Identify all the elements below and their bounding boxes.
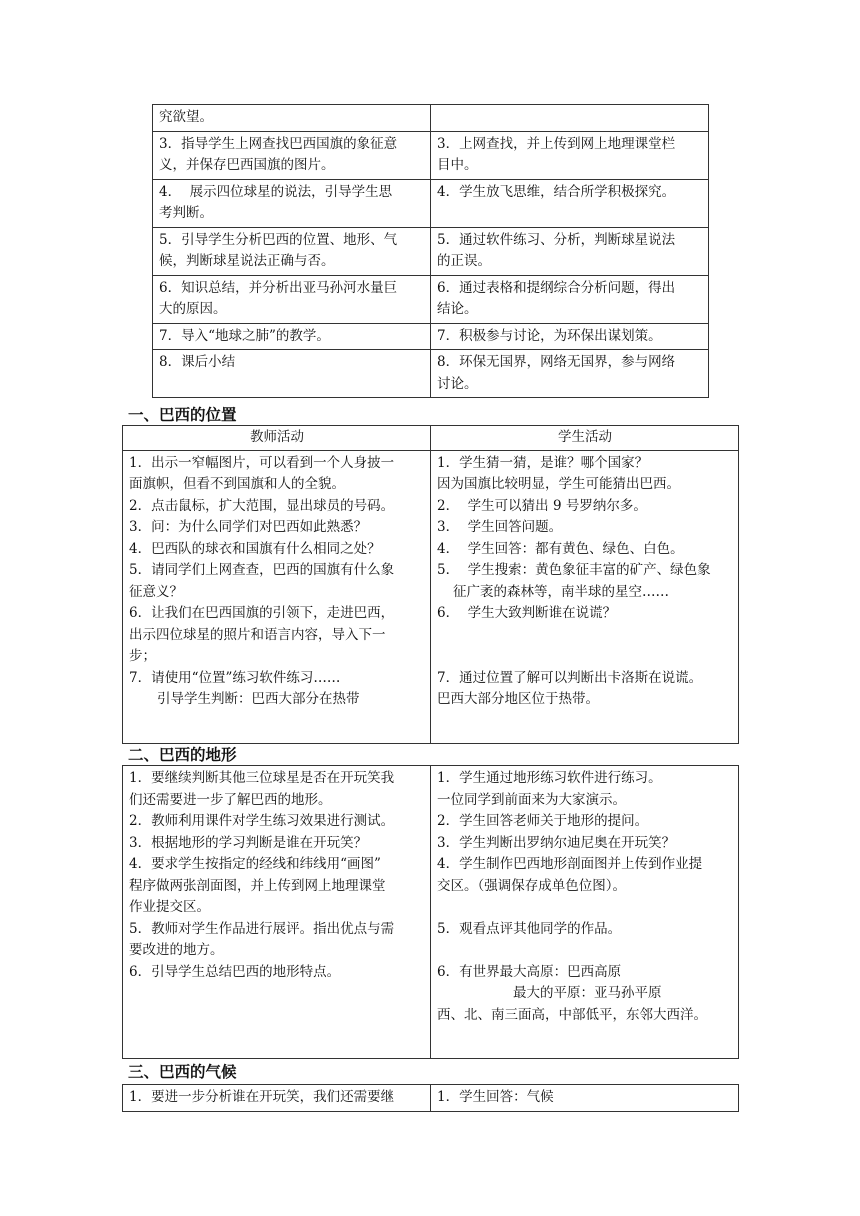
section-heading-terrain: 二、巴西的地形 [128, 746, 237, 764]
teacher-activity-cell: 7．导入“地球之肺”的教学。 [153, 323, 431, 350]
table-row [153, 227, 709, 275]
teacher-activity-cell: 1．出示一窄幅图片，可以看到一个人身披一 面旗帜，但看不到国旗和人的全貌。 2．点击鼠标，扩大范围，显出球员的号码。 3．问：为什么同学们对巴西如此熟悉？ 4．巴西队的球衣和国旗有什么相同之处？ 5．请同学们上网查查，巴西的国旗有什么象 征意义？ 6．让我们在巴西国旗的引领下，走进巴西， 出示四位球星的照片和语言内容，导入下一 步； 7．请使用“位置”练习软件练习…… 引导学生判断：巴西大部分在热带 [123, 450, 431, 743]
table-row [153, 275, 709, 323]
table-row [153, 323, 709, 350]
student-activity-cell: 6．通过表格和提纲综合分析问题，得出 结论。 [431, 275, 709, 323]
table-row [153, 350, 709, 398]
student-activity-cell: 5．通过软件练习、分析，判断球星说法 的正误。 [431, 227, 709, 275]
teacher-activity-cell: 5．引导学生分析巴西的位置、地形、气 候，判断球星说法正确与否。 [153, 227, 431, 275]
table-row [153, 131, 709, 179]
teacher-activity-cell: 1．要进一步分析谁在开玩笑，我们还需要继 [123, 1085, 431, 1112]
student-activity-cell: 7．积极参与讨论，为环保出谋划策。 [431, 323, 709, 350]
teacher-activity-header: 教师活动 [123, 426, 431, 451]
teacher-activity-cell: 3．指导学生上网查找巴西国旗的象征意 义，并保存巴西国旗的图片。 [153, 131, 431, 179]
section-heading-location: 一、巴西的位置 [128, 406, 237, 424]
student-activity-cell: 8．环保无国界，网络无国界，参与网络 讨论。 [431, 350, 709, 398]
student-activity-cell [431, 105, 709, 132]
table-row [153, 179, 709, 227]
teacher-activity-cell: 1．要继续判断其他三位球星是否在开玩笑我 们还需要进一步了解巴西的地形。 2．教师利用课件对学生练习效果进行测试。 3．根据地形的学习判断是谁在开玩笑？ 4．要求学生按指定的经线和纬线用“画图” 程序做两张剖面图，并上传到网上地理课堂 作业提交区。 5．教师对学生作品进行展评。指出优点与需 要改进的地方。 6．引导学生总结巴西的地形特点。 [123, 766, 431, 1059]
teacher-activity-cell: 8．课后小结 [153, 350, 431, 398]
table-row [153, 105, 709, 132]
student-activity-cell: 3．上网查找，并上传到网上地理课堂栏 目中。 [431, 131, 709, 179]
student-activity-cell: 1．学生通过地形练习软件进行练习。 一位同学到前面来为大家演示。 2．学生回答老师关于地形的提问。 3．学生判断出罗纳尔迪尼奥在开玩笑？ 4．学生制作巴西地形剖面图并上传到作业提 交区。（强调保存成单色位图）。 5．观看点评其他同学的作品。 6．有世界最大高原：巴西高原 最大的平原：亚马孙平原 西、北、南三面高，中部低平，东邻大西洋。 [431, 766, 739, 1059]
student-activity-header: 学生活动 [431, 426, 739, 451]
teacher-activity-cell: 究欲望。 [153, 105, 431, 132]
activity-table-continued [152, 104, 709, 398]
student-activity-cell: 1．学生猜一猜，是谁？哪个国家？ 因为国旗比较明显，学生可能猜出巴西。 2． 学生可以猜出 9 号罗纳尔多。 3． 学生回答问题。 4． 学生回答：都有黄色、绿色、白色。 5． 学生搜索：黄色象征丰富的矿产、绿色象 征广袤的森林等，南半球的星空…… 6． 学生大致判断谁在说谎？ 7．通过位置了解可以判断出卡洛斯在说谎。 巴西大部分地区位于热带。 [431, 450, 739, 743]
student-activity-cell: 1．学生回答：气候 [431, 1085, 739, 1112]
climate-table [122, 1084, 739, 1112]
teacher-activity-cell: 6．知识总结，并分析出亚马孙河水量巨 大的原因。 [153, 275, 431, 323]
location-table [122, 425, 739, 744]
student-activity-cell: 4．学生放飞思维，结合所学积极探究。 [431, 179, 709, 227]
section-heading-climate: 三、巴西的气候 [128, 1063, 237, 1081]
teacher-activity-cell: 4． 展示四位球星的说法，引导学生思 考判断。 [153, 179, 431, 227]
terrain-table [122, 765, 739, 1059]
